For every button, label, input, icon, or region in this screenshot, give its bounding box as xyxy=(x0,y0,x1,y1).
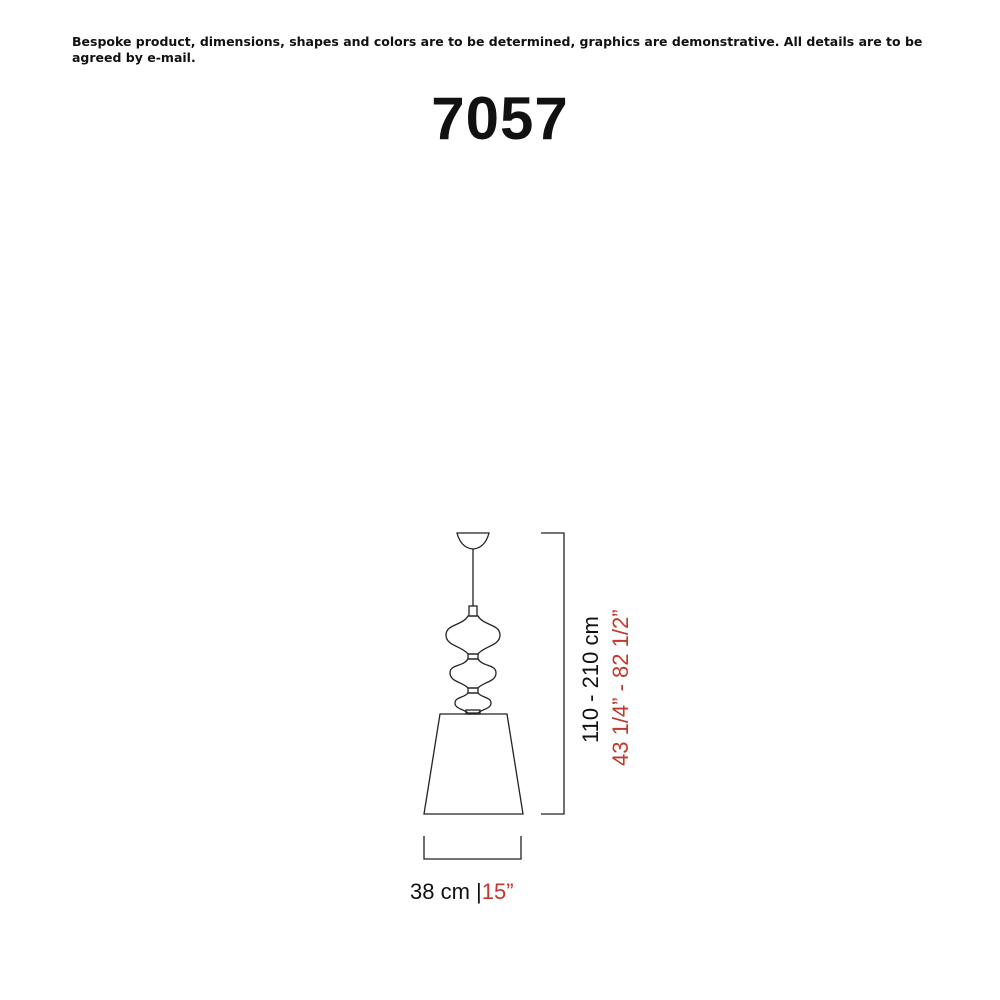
width-inch-label: 15” xyxy=(481,879,514,904)
ceiling-canopy xyxy=(457,533,489,549)
top-collar xyxy=(469,606,477,616)
middle-glass-bulb xyxy=(450,659,496,688)
upper-glass-bulb xyxy=(446,616,500,654)
height-inch-label: 43 1/4” - 82 1/2” xyxy=(608,609,633,766)
height-dimension-bracket xyxy=(541,533,564,814)
connector-1 xyxy=(468,654,478,659)
lamp-illustration xyxy=(424,533,523,814)
model-number: 7057 xyxy=(431,85,569,152)
lamp-shade xyxy=(424,714,523,814)
width-dimension-bracket xyxy=(424,836,521,859)
width-label-group xyxy=(410,879,514,904)
width-cm-label: 38 cm | xyxy=(410,879,482,904)
height-cm-label: 110 - 210 cm xyxy=(578,616,603,743)
connector-2 xyxy=(468,688,478,693)
disclaimer-text: Bespoke product, dimensions, shapes and colors are to be determined, graphics are demonstrative. All details are to be agreed by e-mail. xyxy=(72,34,923,65)
